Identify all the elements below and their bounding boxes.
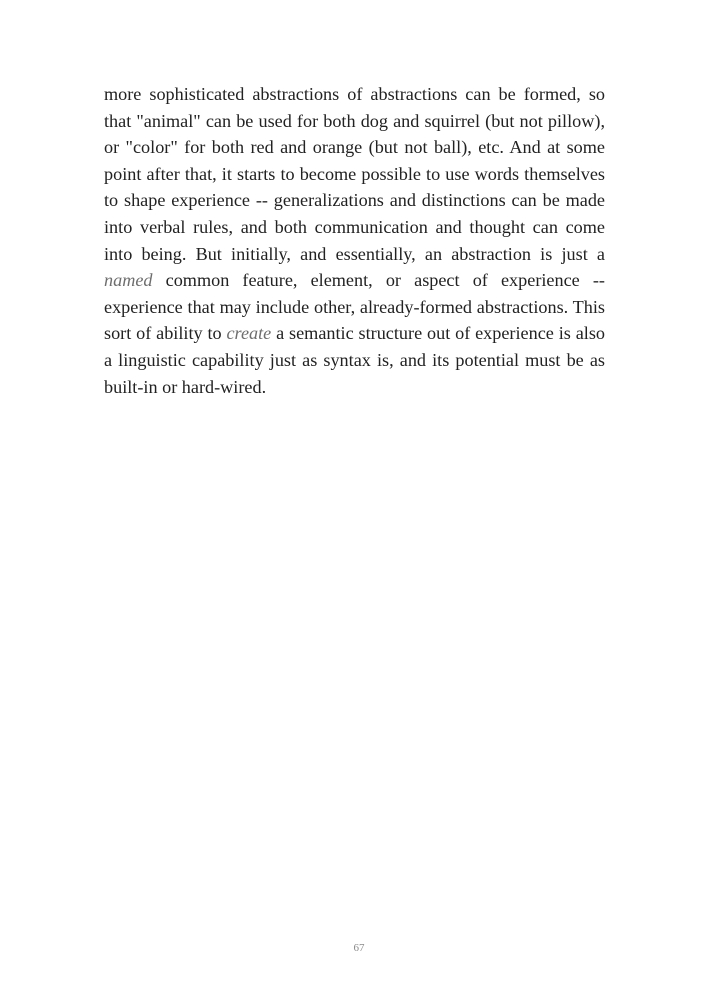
emphasis-create: create [226, 323, 272, 344]
emphasis-named: named [104, 270, 153, 291]
body-paragraph [104, 81, 605, 400]
page-number: 67 [353, 942, 365, 954]
paragraph-text-3: a semantic structure out of experience is also a linguistic capability just as syntax is, and its potential must be as built-in or hard-wired. [104, 323, 605, 397]
paragraph-text-1: more sophisticated abstractions of abstractions can be formed, so that "animal" can be used for both dog and squirrel (but not pillow), or "color" for both red and orange (but not ball), etc. And at some point after that, it starts to become possible to use words themselves to shape experience -- generalizations and distinctions can be made into verbal rules, and both communication and thought can come into being. But initially, and essentially, an abstraction is just a [104, 84, 605, 264]
paragraph-text-2: common feature, element, or aspect of experience -- experience that may include other, already-formed abstractions. This sort of ability to [104, 270, 605, 344]
